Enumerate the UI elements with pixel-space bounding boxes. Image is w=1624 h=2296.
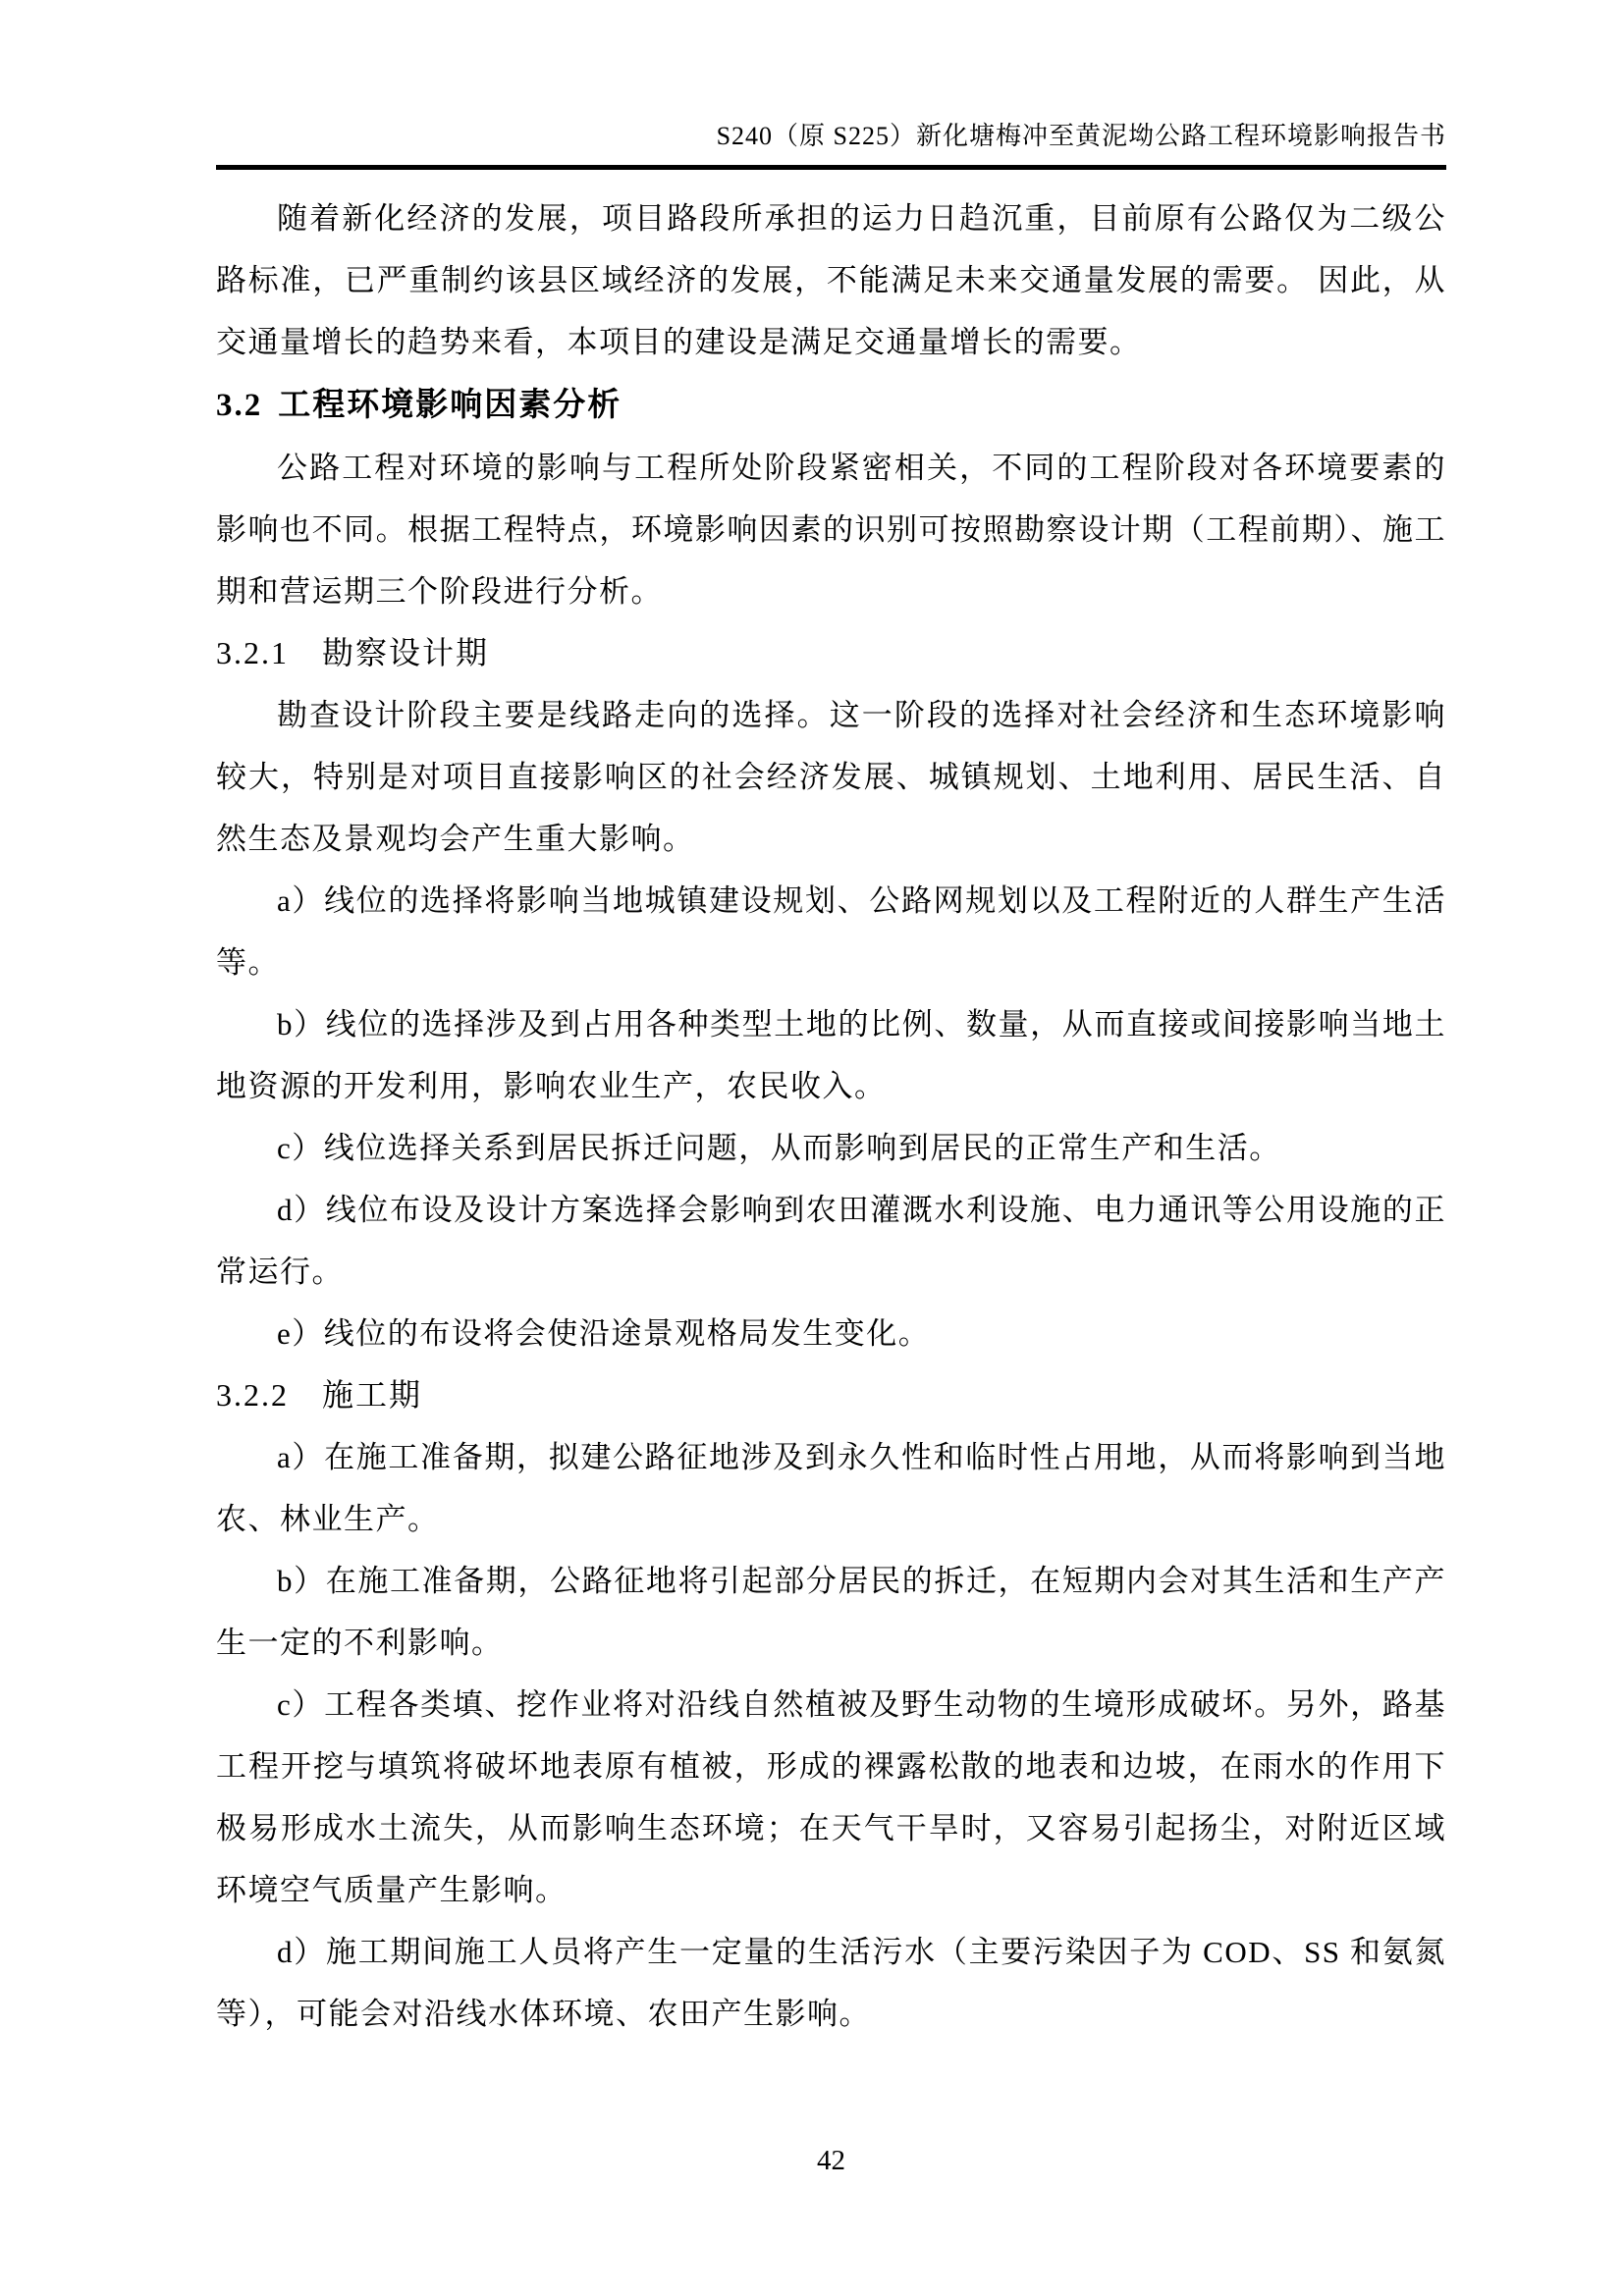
running-header-title: S240（原 S225）新化塘梅冲至黄泥坳公路工程环境影响报告书	[716, 122, 1446, 150]
page-number: 42	[817, 2145, 845, 2176]
list-item-design-e: e）线位的布设将会使沿途景观格局发生变化。	[277, 1316, 931, 1351]
heading-section-3-2-2	[216, 1364, 1446, 1426]
list-item-design-b: b）线位的选择涉及到占用各种类型土地的比例、数量，从而直接或间接影响当地土地资源的开发利用，影响农业生产，农民收入。	[216, 1007, 1446, 1103]
heading-title: 工程环境影响因素分析	[278, 386, 623, 422]
paragraph-intro: 随着新化经济的发展，项目路段所承担的运力日趋沉重，目前原有公路仅为二级公路标准，已严重制约该县区域经济的发展，不能满足未来交通量发展的需要。 因此，从交通量增长的趋势来看，本项目的建设是满足交通量增长的需要。	[216, 201, 1446, 359]
list-item-construction-b: b）在施工准备期，公路征地将引起部分居民的拆迁，在短期内会对其生活和生产产生一定的不利影响。	[216, 1564, 1446, 1660]
heading-number: 3.2.2	[216, 1377, 289, 1413]
heading-number: 3.2	[216, 388, 263, 423]
heading-section-3-2-1	[216, 622, 1446, 684]
list-item-design-d: d）线位布设及设计方案选择会影响到农田灌溉水利设施、电力通讯等公用设施的正常运行。	[216, 1193, 1446, 1289]
content-column	[216, 0, 1446, 2045]
document-body	[216, 187, 1446, 2045]
heading-title: 施工期	[322, 1377, 423, 1413]
page-footer	[216, 2143, 1446, 2178]
list-item-design-c: c）线位选择关系到居民拆迁问题，从而影响到居民的正常生产和生活。	[277, 1131, 1281, 1165]
paragraph-section-3-2-1-intro: 勘查设计阶段主要是线路走向的选择。这一阶段的选择对社会经济和生态环境影响较大，特别是对项目直接影响区的社会经济发展、城镇规划、土地利用、居民生活、自然生态及景观均会产生重大影响。	[216, 698, 1446, 856]
heading-section-3-2	[216, 373, 1446, 437]
list-item-construction-d: d）施工期间施工人员将产生一定量的生活污水（主要污染因子为 COD、SS 和氨氮等），可能会对沿线水体环境、农田产生影响。	[216, 1935, 1446, 2031]
list-item-design-a: a）线位的选择将影响当地城镇建设规划、公路网规划以及工程附近的人群生产生活等。	[216, 883, 1446, 980]
list-item-construction-a: a）在施工准备期，拟建公路征地涉及到永久性和临时性占用地，从而将影响到当地农、林业生产。	[216, 1440, 1446, 1536]
paragraph-section-3-2-intro: 公路工程对环境的影响与工程所处阶段紧密相关，不同的工程阶段对各环境要素的影响也不同。根据工程特点，环境影响因素的识别可按照勘察设计期（工程前期）、施工期和营运期三个阶段进行分析。	[216, 451, 1446, 609]
list-item-construction-c: c）工程各类填、挖作业将对沿线自然植被及野生动物的生境形成破坏。另外，路基工程开挖与填筑将破坏地表原有植被，形成的裸露松散的地表和边坡，在雨水的作用下极易形成水土流失，从而影响生态环境；在天气干旱时，又容易引起扬尘，对附近区域环境空气质量产生影响。	[216, 1687, 1446, 1907]
heading-number: 3.2.1	[216, 635, 289, 670]
heading-title: 勘察设计期	[322, 635, 490, 670]
page-header	[216, 0, 1446, 170]
